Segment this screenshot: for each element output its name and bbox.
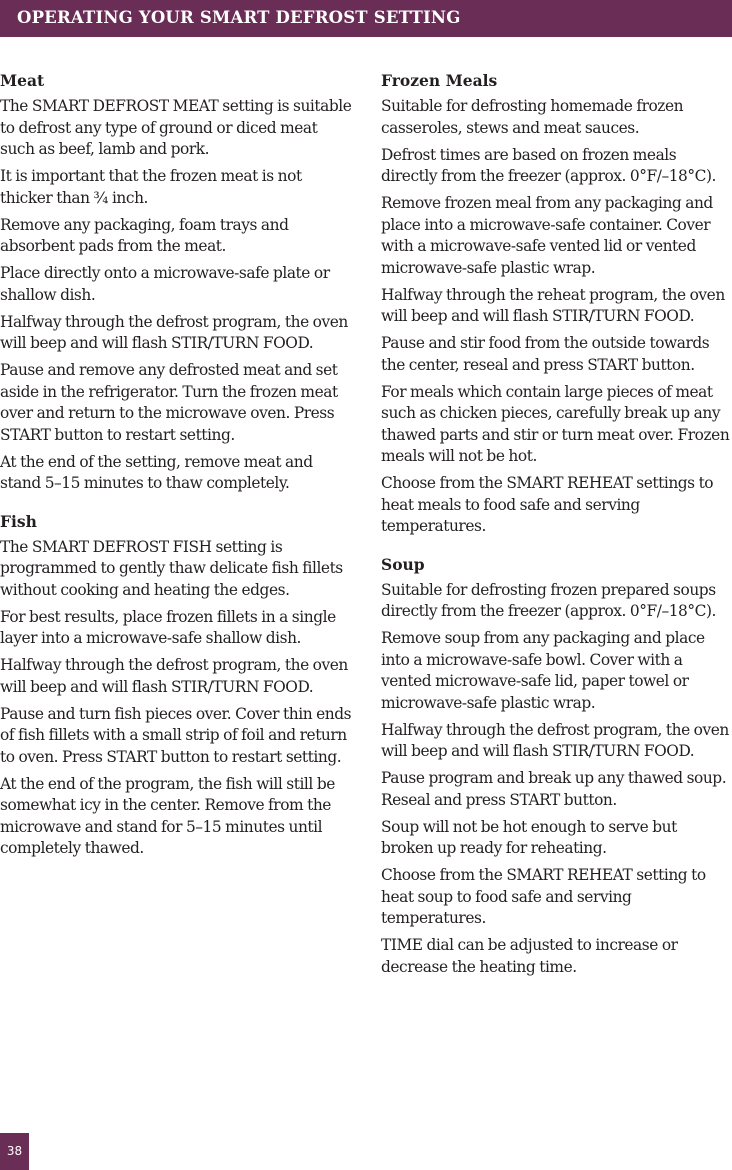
paragraph: Suitable for defrosting frozen prepared soups directly from the freezer (approx. 0°F/–18°C). (381, 580, 716, 620)
right-column (381, 71, 732, 995)
paragraph: Pause and remove any defrosted meat and set aside in the refrigerator. Turn the frozen meat over and return to the microwave oven. Press START button to restart setting. (0, 361, 338, 444)
paragraph: Remove soup from any packaging and place into a microwave-safe bowl. Cover with a vented microwave-safe lid, paper towel or microwave-safe plastic wrap. (381, 629, 705, 712)
paragraph: Halfway through the reheat program, the oven will beep and will flash STIR/TURN FOOD. (381, 285, 725, 325)
paragraph: At the end of the setting, remove meat and stand 5–15 minutes to thaw completely. (0, 452, 313, 492)
paragraph: Remove frozen meal from any packaging and place into a microwave-safe container. Cover with a microwave-safe vented lid or vented microwave-safe plastic wrap. (381, 194, 713, 277)
paragraph: Choose from the SMART REHEAT setting to heat soup to food safe and serving temperatures. (381, 866, 706, 927)
section-title-fish: Fish (0, 511, 37, 531)
paragraph: Halfway through the defrost program, the oven will beep and will flash STIR/TURN FOOD. (381, 720, 729, 760)
paragraph: The SMART DEFROST MEAT setting is suitable to defrost any type of ground or diced meat such as beef, lamb and pork. (0, 97, 352, 158)
paragraph: Soup will not be hot enough to serve but broken up ready for reheating. (381, 817, 677, 857)
paragraph: Suitable for defrosting homemade frozen casseroles, stews and meat sauces. (381, 97, 684, 137)
paragraph: For meals which contain large pieces of meat such as chicken pieces, carefully break up any thawed parts and stir or turn meat over. Frozen meals will not be hot. (381, 382, 730, 465)
section-title-meat: Meat (0, 71, 45, 90)
paragraph: Remove any packaging, foam trays and absorbent pads from the meat. (0, 215, 289, 255)
paragraph: Pause and stir food from the outside towards the center, reseal and press START button. (381, 334, 710, 374)
paragraph: It is important that the frozen meat is not thicker than ¾ inch. (0, 167, 302, 207)
left-column (0, 71, 352, 877)
section-meat (0, 71, 352, 495)
page-title: OPERATING YOUR SMART DEFROST SETTING (17, 8, 461, 27)
paragraph: Choose from the SMART REHEAT settings to heat meals to food safe and serving temperatures. (381, 474, 714, 535)
paragraph: For best results, place frozen fillets in a single layer into a microwave-safe shallow dish. (0, 607, 336, 647)
paragraph: Pause and turn fish pieces over. Cover thin ends of fish fillets with a small strip of foil and return to oven. Press START button to restart setting. (0, 704, 352, 766)
section-title-soup: Soup (381, 554, 425, 574)
header-bar (0, 0, 732, 37)
paragraph: Halfway through the defrost program, the oven will beep and will flash STIR/TURN FOOD. (0, 656, 348, 696)
paragraph: Pause program and break up any thawed soup. Reseal and press START button. (381, 769, 727, 809)
page-number: 38 (0, 1133, 29, 1170)
paragraph: Halfway through the defrost program, the oven will beep and will flash STIR/TURN FOOD. (0, 312, 348, 352)
paragraph: TIME dial can be adjusted to increase or decrease the heating time. (381, 936, 678, 976)
paragraph: Defrost times are based on frozen meals directly from the freezer (approx. 0°F/–18°C). (381, 145, 716, 185)
paragraph: At the end of the program, the fish will still be somewhat icy in the center. Remove from the microwave and stand for 5–15 minutes until completely thawed. (0, 774, 335, 857)
section-title-frozen-meals: Frozen Meals (381, 71, 498, 90)
section-fish (0, 512, 352, 860)
paragraph: Place directly onto a microwave-safe plate or shallow dish. (0, 264, 330, 304)
section-soup (381, 555, 732, 979)
paragraph: The SMART DEFROST FISH setting is programmed to gently thaw delicate fish fillets without cooking and heating the edges. (0, 537, 343, 599)
section-frozen-meals (381, 71, 732, 538)
